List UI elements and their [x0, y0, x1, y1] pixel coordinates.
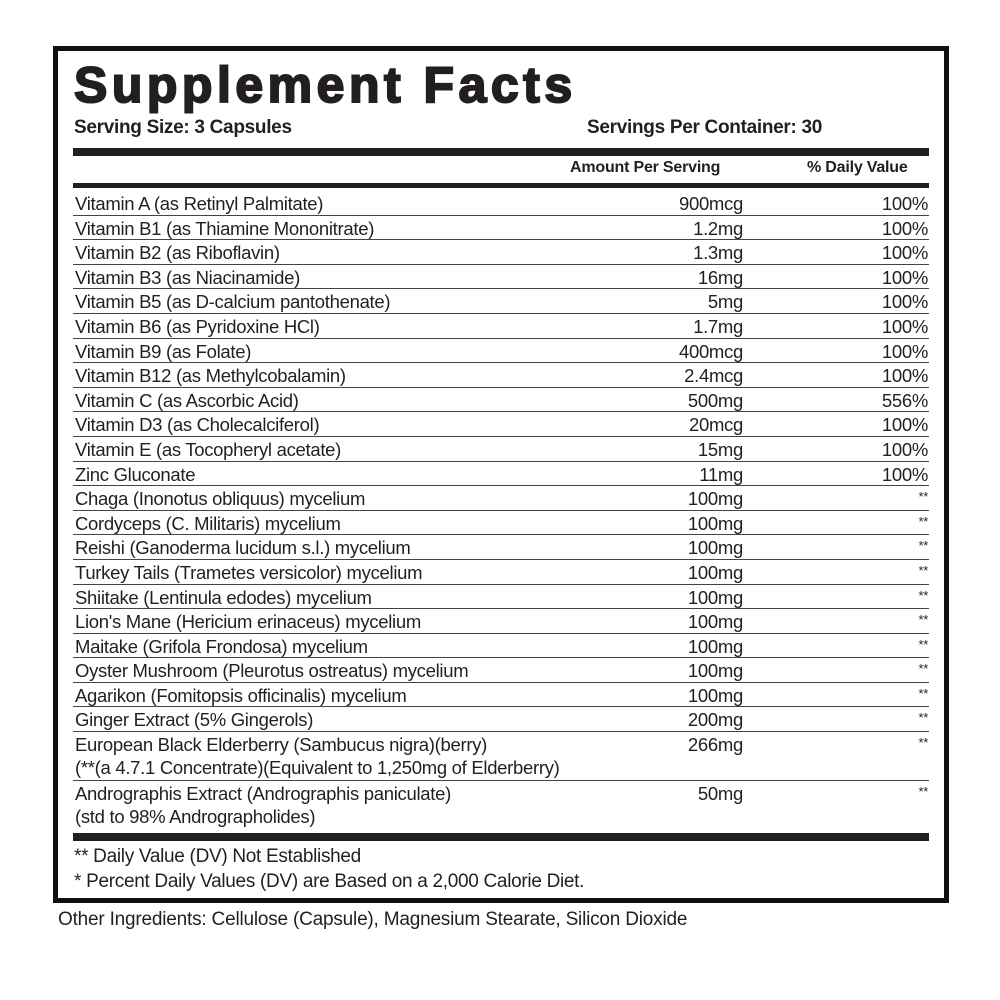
daily-value: ** — [918, 784, 928, 800]
ingredient-name: Vitamin B1 (as Thiamine Mononitrate) — [75, 217, 375, 239]
servings-per-container: Servings Per Container: 30 — [587, 117, 823, 138]
table-row — [73, 363, 929, 388]
ingredient-name: Reishi (Ganoderma lucidum s.l.) mycelium — [75, 537, 411, 559]
ingredient-name: Vitamin A (as Retinyl Palmitate) — [75, 193, 324, 214]
ingredient-name: Vitamin C (as Ascorbic Acid) — [75, 389, 299, 411]
daily-value: 100% — [881, 217, 928, 239]
table-row — [73, 781, 929, 830]
daily-value: ** — [918, 513, 928, 529]
table-row — [73, 216, 929, 241]
ingredient-name: Agarikon (Fomitopsis officinalis) mycelium — [75, 684, 407, 706]
ingredient-name — [75, 733, 560, 779]
amount-per-serving: 100mg — [687, 512, 743, 534]
ingredient-name: Vitamin E (as Tocopheryl acetate) — [75, 438, 342, 460]
amount-per-serving: 5mg — [707, 291, 743, 313]
daily-value: ** — [918, 612, 928, 628]
ingredient-name: Vitamin B3 (as Niacinamide) — [75, 266, 300, 288]
ingredient-name: Vitamin B6 (as Pyridoxine HCl) — [75, 315, 320, 337]
daily-value: ** — [918, 710, 928, 726]
supplement-facts-panel — [53, 46, 949, 903]
ingredient-name: Chaga (Inonotus obliquus) mycelium — [75, 488, 366, 510]
nutrient-table — [73, 191, 929, 830]
table-row — [73, 486, 929, 511]
amount-per-serving: 20mcg — [688, 414, 743, 436]
amount-per-serving: 100mg — [687, 561, 743, 583]
ingredient-name: Shiitake (Lentinula edodes) mycelium — [75, 586, 372, 608]
amount-per-serving: 100mg — [687, 660, 743, 682]
daily-value: ** — [918, 636, 928, 652]
amount-per-serving: 266mg — [687, 734, 743, 756]
table-row — [73, 339, 929, 364]
daily-value: 100% — [881, 193, 928, 214]
dv-column-header: % Daily Value — [807, 159, 908, 176]
amount-per-serving: 500mg — [687, 389, 743, 411]
daily-value: ** — [918, 685, 928, 701]
ingredient-name: Vitamin B5 (as D-calcium pantothenate) — [75, 291, 391, 313]
ingredient-name-line2: (**(a 4.7.1 Concentrate)(Equivalent to 1,250mg of Elderberry) — [75, 757, 560, 779]
other-ingredients: Other Ingredients: Cellulose (Capsule), Magnesium Stearate, Silicon Dioxide — [58, 909, 688, 930]
amount-per-serving: 100mg — [687, 488, 743, 510]
table-row — [73, 535, 929, 560]
amount-per-serving: 50mg — [697, 783, 743, 805]
amount-per-serving: 2.4mcg — [684, 365, 743, 387]
table-row — [73, 683, 929, 708]
table-row — [73, 732, 929, 781]
ingredient-name: Vitamin B9 (as Folate) — [75, 340, 252, 362]
ingredient-name — [75, 782, 451, 828]
daily-value: 100% — [881, 438, 928, 460]
divider-thick — [73, 148, 929, 156]
table-row — [73, 412, 929, 437]
amount-per-serving: 1.7mg — [693, 315, 743, 337]
daily-value: 100% — [881, 463, 928, 485]
table-row — [73, 511, 929, 536]
daily-value: 100% — [881, 315, 928, 337]
amount-per-serving: 100mg — [687, 635, 743, 657]
panel-title: Supplement Facts — [74, 57, 577, 113]
table-row — [73, 265, 929, 290]
footnote-dv-not-established: ** Daily Value (DV) Not Established — [74, 846, 361, 867]
divider-thick-bottom — [73, 833, 929, 841]
daily-value: ** — [918, 562, 928, 578]
daily-value: ** — [918, 538, 928, 554]
table-row — [73, 437, 929, 462]
amount-per-serving: 11mg — [699, 463, 743, 485]
ingredient-name: Lion's Mane (Hericium erinaceus) mycelium — [75, 611, 421, 633]
daily-value: 100% — [881, 414, 928, 436]
ingredient-name: Maitake (Grifola Frondosa) mycelium — [75, 635, 368, 657]
ingredient-name: Vitamin B12 (as Methylcobalamin) — [75, 365, 346, 387]
table-row — [73, 462, 929, 487]
amount-per-serving: 100mg — [687, 684, 743, 706]
amount-per-serving: 200mg — [687, 709, 743, 731]
table-row — [73, 388, 929, 413]
table-row — [73, 240, 929, 265]
ingredient-name-line1: European Black Elderberry (Sambucus nigra)(berry) — [75, 734, 488, 756]
table-row — [73, 658, 929, 683]
amount-per-serving: 100mg — [687, 611, 743, 633]
table-row — [73, 289, 929, 314]
serving-size: Serving Size: 3 Capsules — [74, 117, 292, 138]
ingredient-name-line2: (std to 98% Andrographolides) — [75, 806, 316, 828]
divider-medium — [73, 183, 929, 188]
amount-per-serving: 1.3mg — [693, 242, 743, 264]
daily-value: ** — [918, 661, 928, 677]
daily-value: 100% — [881, 242, 928, 264]
table-row — [73, 634, 929, 659]
amount-per-serving: 100mg — [687, 537, 743, 559]
amount-per-serving: 900mcg — [678, 193, 743, 214]
table-row — [73, 707, 929, 732]
table-row — [73, 314, 929, 339]
daily-value: 100% — [881, 266, 928, 288]
daily-value: ** — [918, 489, 928, 505]
ingredient-name: Oyster Mushroom (Pleurotus ostreatus) mycelium — [75, 660, 469, 682]
daily-value: ** — [918, 735, 928, 751]
ingredient-name-line1: Andrographis Extract (Andrographis paniculate) — [75, 783, 451, 805]
ingredient-name: Vitamin D3 (as Cholecalciferol) — [75, 414, 320, 436]
ingredient-name: Zinc Gluconate — [75, 463, 196, 485]
daily-value: ** — [918, 587, 928, 603]
ingredient-name: Turkey Tails (Trametes versicolor) mycelium — [75, 561, 423, 583]
amount-per-serving: 1.2mg — [693, 217, 743, 239]
ingredient-name: Cordyceps (C. Militaris) mycelium — [75, 512, 341, 534]
table-row — [73, 560, 929, 585]
table-row — [73, 191, 929, 216]
daily-value: 100% — [881, 340, 928, 362]
amount-per-serving: 16mg — [697, 266, 743, 288]
table-row — [73, 609, 929, 634]
daily-value: 556% — [881, 389, 928, 411]
amount-per-serving: 100mg — [687, 586, 743, 608]
amount-per-serving: 15mg — [697, 438, 743, 460]
ingredient-name: Vitamin B2 (as Riboflavin) — [75, 242, 280, 264]
daily-value: 100% — [881, 291, 928, 313]
table-row — [73, 585, 929, 610]
amount-per-serving: 400mcg — [678, 340, 743, 362]
daily-value: 100% — [881, 365, 928, 387]
amount-column-header: Amount Per Serving — [570, 159, 721, 176]
footnote-percent-dv: * Percent Daily Values (DV) are Based on a 2,000 Calorie Diet. — [74, 871, 585, 892]
ingredient-name: Ginger Extract (5% Gingerols) — [75, 709, 314, 731]
